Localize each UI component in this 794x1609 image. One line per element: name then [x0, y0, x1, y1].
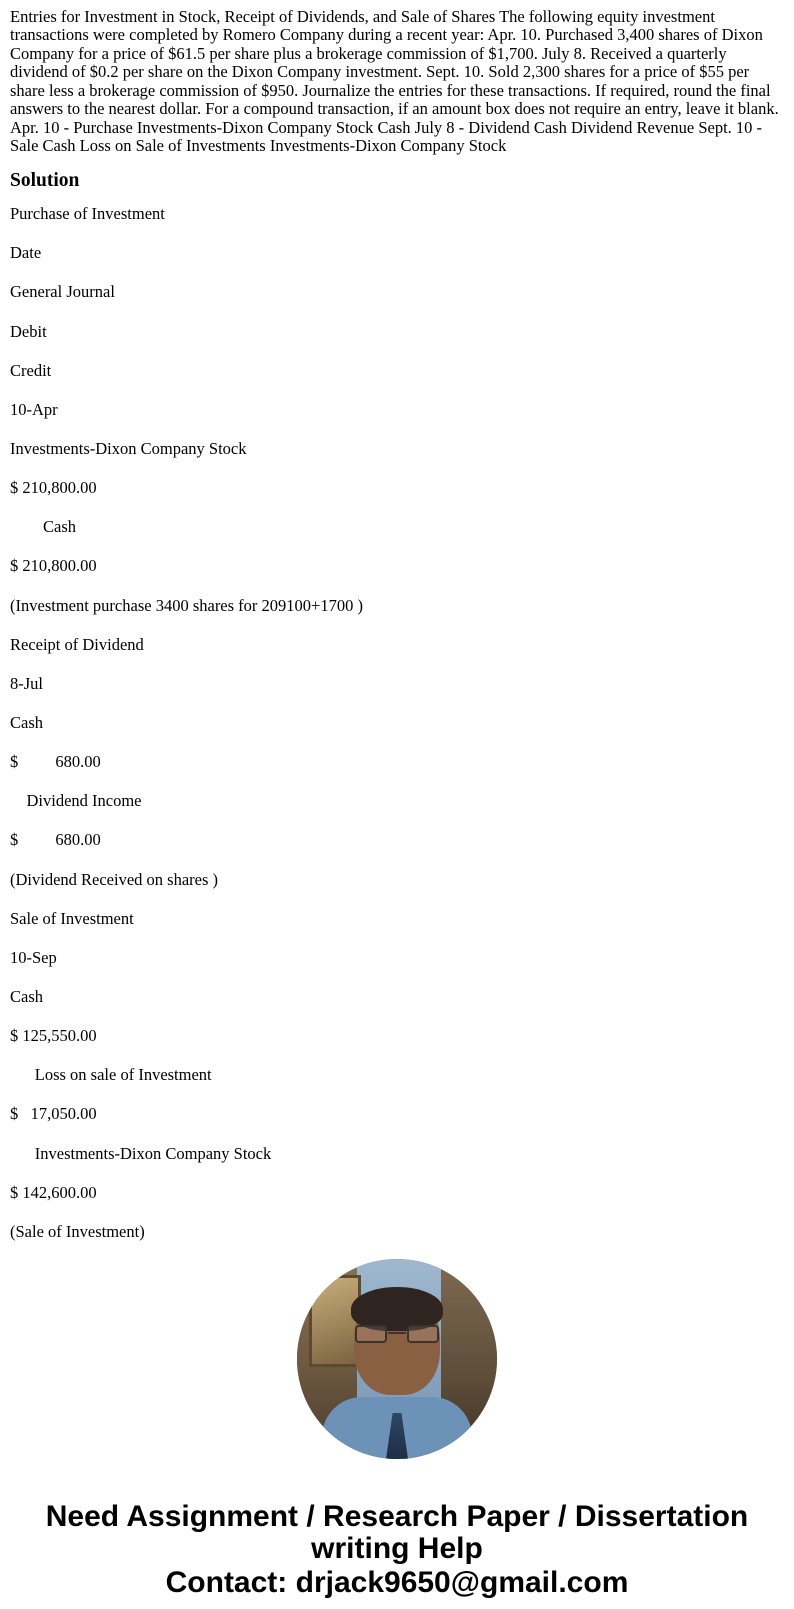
journal-line: 10-Sep: [10, 947, 57, 967]
journal-line: Cash: [10, 987, 43, 1006]
journal-line: Cash: [10, 713, 43, 733]
cta-line-2: Contact: drjack9650@gmail.com: [165, 1566, 629, 1600]
journal-line: Dividend Income: [10, 791, 142, 811]
journal-line: Sale of Investment: [10, 908, 134, 928]
solution-heading: Solution: [10, 169, 80, 191]
journal-line: $ 142,600.00: [10, 1182, 97, 1202]
journal-line: General Journal: [10, 282, 115, 302]
question-paragraph: Entries for Investment in Stock, Receipt of Dividends, and Sale of Shares The following equity investment transactions were completed by Romero Company during a recent year: Apr. 10. Purchased 3,400 shares of Dixon Company for a price of $61.5 per share plus a brokerage commission of $1,700. July 8. Received a quarterly dividend of $0.2 per share on the Dixon Company investment. Sept. 10. Sold 2,300 shares for a price of $55 per share less a brokerage commission of $950. Journalize the entries for these transactions. If required, round the final answers to the nearest dollar. For a compound transaction, if an amount box does not require an entry, leave it blank. Apr. 10 - Purchase Investments-Dixon Company Stock Cash July 8 - Dividend Cash Dividend Revenue Sept. 10 - Sale Cash Loss on Sale of Investments Investments-Dixon Company Stock: [10, 7, 779, 156]
journal-line: Credit: [10, 360, 52, 380]
journal-line: 10-Apr: [10, 399, 58, 419]
journal-line: Receipt of Dividend: [10, 634, 144, 654]
cta-line-1: Need Assignment / Research Paper / Dissertation writing Help: [45, 1499, 749, 1566]
journal-line: (Dividend Received on shares ): [10, 869, 219, 889]
journal-line: $ 17,050.00: [10, 1104, 97, 1124]
journal-line: Investments-Dixon Company Stock: [10, 1143, 272, 1163]
glasses-right-lens: [407, 1325, 439, 1343]
contact-banner: [10, 1501, 784, 1599]
journal-line: 8-Jul: [10, 673, 43, 693]
journal-line: Loss on sale of Investment: [10, 1065, 212, 1085]
journal-line: Purchase of Investment: [10, 204, 165, 224]
journal-line: $ 680.00: [10, 830, 101, 850]
journal-line: $ 210,800.00: [10, 478, 97, 498]
glasses-icon: [355, 1325, 439, 1343]
journal-line: $ 125,550.00: [10, 1026, 97, 1046]
journal-line: (Investment purchase 3400 shares for 209100+1700 ): [10, 595, 363, 615]
journal-line: $ 210,800.00: [10, 556, 97, 576]
avatar-container: [10, 1259, 784, 1459]
glasses-bridge: [388, 1332, 406, 1334]
journal-line: (Sale of Investment): [10, 1221, 145, 1241]
glasses-left-lens: [355, 1325, 387, 1343]
avatar: [297, 1259, 497, 1459]
journal-line: $ 680.00: [10, 752, 101, 772]
journal-line: Date: [10, 243, 42, 263]
journal-line: Investments-Dixon Company Stock: [10, 439, 247, 459]
journal-line: Cash: [10, 517, 76, 537]
journal-line: Debit: [10, 321, 47, 341]
